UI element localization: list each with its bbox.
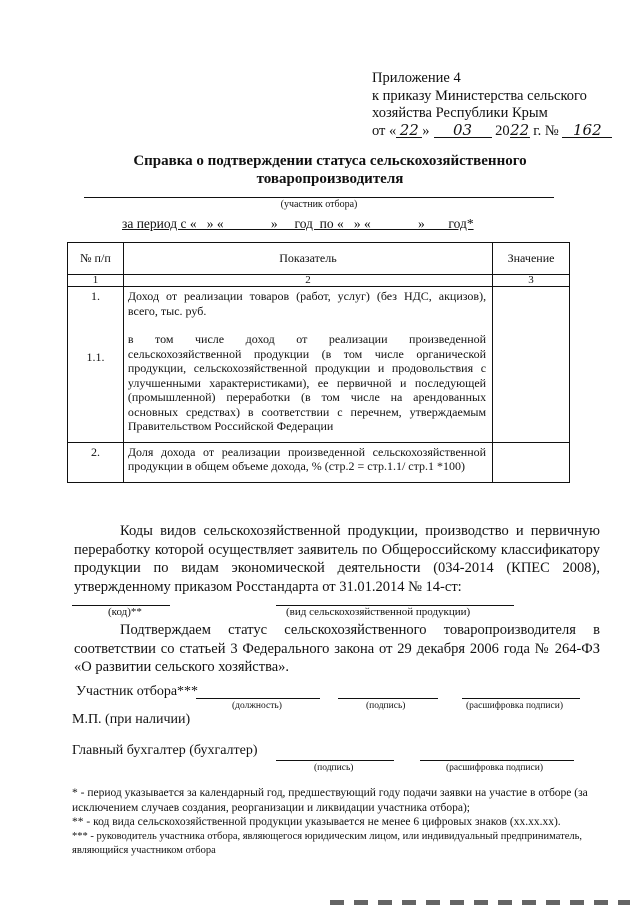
row-number: 1. 1.1. <box>68 287 124 443</box>
table-header-row <box>68 243 570 275</box>
row-indicator: Доход от реализации товаров (работ, услуг) (без НДС, акцизов), всего, тыс. руб. в том числе доход от реализации произведенной сельскохозяйственной продукции (в том числе органической продукции, сельскохозяйственной продукции и продовольствия с улучшенными характеристиками), ее первичной и последующей (промышленной) переработки (в том числе на арендованных основных средствах) в соответствии с перечнем, утверждаемым Правительством Российской Федерации <box>123 287 492 443</box>
signature-caption: (подпись) <box>366 701 406 711</box>
footnotes <box>72 786 602 859</box>
product-caption: (вид сельскохозяйственной продукции) <box>286 606 471 618</box>
code-caption: (код)** <box>108 606 142 618</box>
period-line: за период с « » « » год по « » « » год* <box>122 216 474 231</box>
accountant-signature-caption: (подпись) <box>314 763 354 773</box>
appendix-title: Приложение 4 <box>372 70 461 86</box>
handwritten-day: 22 <box>396 123 422 138</box>
codes-paragraph: Коды видов сельскохозяйственной продукции, производство и первичную переработку которой осуществляет заявитель по Общероссийскому классификатору продукции по видам экономической деятельности (034-2014 (КПЕС 2008), утвержденному приказом Росстандарта от 31.01.2014 № 14-ст: <box>74 523 600 595</box>
appendix-order-line: к приказу Министерства сельского <box>372 87 587 104</box>
footnote-code: ** - код вида сельскохозяйственной продукции указывается не менее 6 цифровых знаков (хх.хх.хх). <box>72 816 561 828</box>
table-row <box>68 442 570 482</box>
accountant-decoding-line <box>420 760 574 761</box>
position-line <box>196 698 320 699</box>
appendix-date-line: от « 22 » 03 2022 г. № 162 <box>372 123 622 141</box>
decoding-line <box>462 698 580 699</box>
participant-blank-line <box>84 197 554 198</box>
handwritten-year: 22 <box>510 120 530 139</box>
header-indicator: Показатель <box>123 243 492 275</box>
accountant-decoding-caption: (расшифровка подписи) <box>446 763 543 773</box>
appendix-header <box>372 70 622 140</box>
header-value: Значение <box>493 243 570 275</box>
scan-artifact <box>330 900 630 905</box>
handwritten-order-number: 162 <box>562 123 612 138</box>
accountant-label: Главный бухгалтер (бухгалтер) <box>72 743 258 758</box>
appendix-ministry-line: хозяйства Республики Крым <box>372 105 548 121</box>
row-value[interactable] <box>493 442 570 482</box>
decoding-caption: (расшифровка подписи) <box>466 701 563 711</box>
footnote-participant: *** - руководитель участника отбора, являющегося юридическим лицом, или индивидуальный предприниматель, являющийся участником отбора <box>72 830 583 856</box>
participant-label: Участник отбора*** <box>76 684 199 699</box>
confirmation-paragraph: Подтверждаем статус сельскохозяйственного товаропроизводителя в соответствии со статьей 3 Федерального закона от 29 декабря 2006 года № 264-ФЗ «О развитии сельского хозяйства». <box>74 622 600 675</box>
document-title: Справка о подтверждении статуса сельскохозяйственного товаропроизводителя <box>133 153 527 187</box>
stamp-label: М.П. (при наличии) <box>72 712 191 727</box>
position-caption: (должность) <box>232 701 282 711</box>
handwritten-month: 03 <box>434 123 492 138</box>
accountant-signature-line <box>276 760 394 761</box>
table-column-numbers-row: 1 2 3 <box>68 275 570 287</box>
participant-caption: (участник отбора) <box>280 199 358 210</box>
header-number: № п/п <box>68 243 124 275</box>
row-indicator: Доля дохода от реализации произведенной сельскохозяйственной продукции в общем объеме дохода, % (стр.2 = стр.1.1/ стр.1 *100) <box>123 442 492 482</box>
indicators-table <box>67 242 570 483</box>
row-number: 2. <box>68 442 124 482</box>
footnote-period: * - период указывается за календарный год, предшествующий году подачи заявки на участие в отборе (за исключением случаев создания, реорганизации и ликвидации участника отбора); <box>72 787 588 814</box>
table-row <box>68 287 570 443</box>
signature-line <box>338 698 438 699</box>
row-value[interactable] <box>493 287 570 443</box>
